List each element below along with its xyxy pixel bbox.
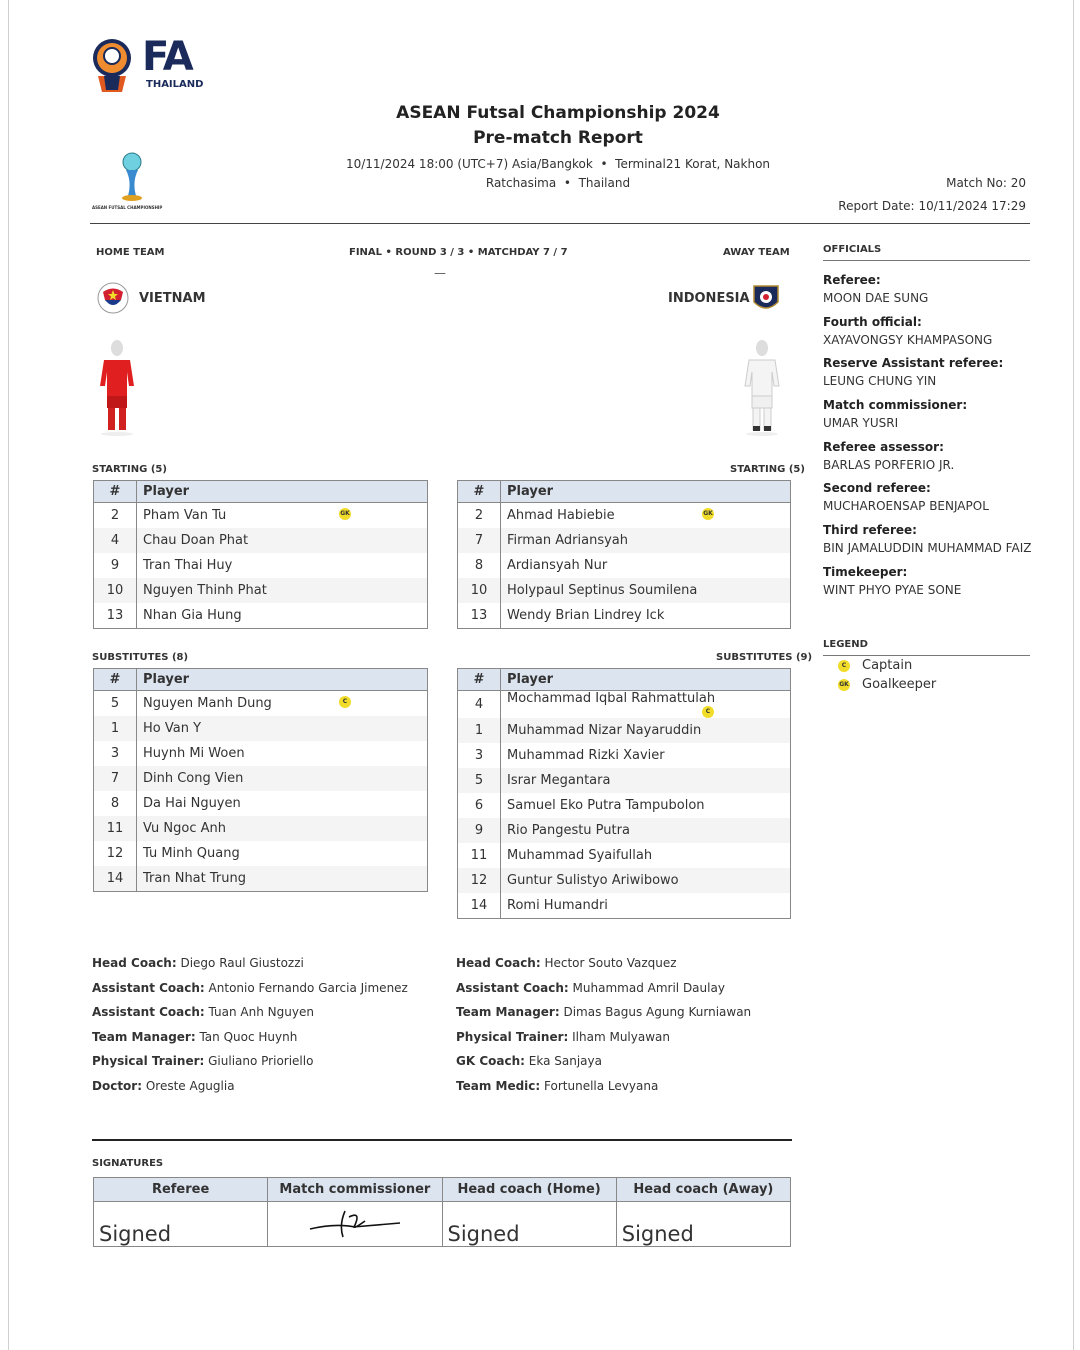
number-column-header: # xyxy=(94,669,137,691)
signature-column-header: Head coach (Away) xyxy=(616,1178,790,1202)
legend-heading: LEGEND xyxy=(823,639,868,650)
player-name: Mochammad Iqbal Rahmattulah xyxy=(507,691,716,706)
player-name: Ardiansyah Nur xyxy=(507,558,608,573)
match-number xyxy=(946,176,1026,190)
staff-row xyxy=(92,951,408,976)
staff-role: Physical Trainer: xyxy=(456,1029,569,1044)
official-role: Referee assessor: xyxy=(823,439,944,454)
player-name: Romi Humandri xyxy=(507,898,608,913)
player-name-cell xyxy=(137,578,428,603)
handwritten-signature-icon xyxy=(305,1205,405,1239)
official-name: XAYAVONGSY KHAMPASONG xyxy=(823,332,993,347)
staff-role: Assistant Coach: xyxy=(456,980,569,995)
player-number: 1 xyxy=(94,716,137,741)
player-number: 4 xyxy=(94,528,137,553)
official-role: Match commissioner: xyxy=(823,398,968,413)
header-divider xyxy=(90,223,1030,224)
match-datetime-venue xyxy=(330,155,786,193)
player-number: 9 xyxy=(458,818,501,843)
official-entry xyxy=(823,478,1033,520)
player-row xyxy=(458,553,791,578)
player-number: 5 xyxy=(94,691,137,717)
player-name-cell xyxy=(137,766,428,791)
player-name-cell xyxy=(137,866,428,892)
report-date-label: Report Date: xyxy=(838,199,915,213)
player-number: 7 xyxy=(458,528,501,553)
player-number: 12 xyxy=(94,841,137,866)
player-name: Dinh Cong Vien xyxy=(143,771,244,786)
player-number: 1 xyxy=(458,718,501,743)
signature-text: Signed xyxy=(447,1222,520,1246)
player-name: Muhammad Nizar Nayaruddin xyxy=(507,723,702,738)
official-role: Third referee: xyxy=(823,523,917,538)
player-number: 10 xyxy=(458,578,501,603)
player-number: 6 xyxy=(458,793,501,818)
legend-label: Captain xyxy=(862,658,913,673)
player-row xyxy=(458,603,791,629)
captain-badge-icon: C xyxy=(838,660,850,672)
staff-role: Assistant Coach: xyxy=(92,980,205,995)
staff-name: Tan Quoc Huynh xyxy=(195,1029,298,1044)
player-number: 4 xyxy=(458,691,501,719)
home-staff-list xyxy=(92,951,408,1099)
signatures-heading: SIGNATURES xyxy=(92,1158,164,1169)
player-column-header: Player xyxy=(501,481,791,503)
official-role: Fourth official: xyxy=(823,314,922,329)
captain-badge-icon: C xyxy=(339,696,351,708)
player-name-cell xyxy=(501,743,791,768)
officials-list xyxy=(823,270,1033,604)
player-number: 14 xyxy=(458,893,501,919)
player-name: Nguyen Manh Dung xyxy=(143,696,272,711)
player-name-cell xyxy=(501,868,791,893)
venue-line2: Ratchasima xyxy=(485,176,557,190)
away-team-name: INDONESIA xyxy=(668,291,750,306)
staff-role: GK Coach: xyxy=(456,1054,525,1069)
staff-name: Antonio Fernando Garcia Jimenez xyxy=(204,980,408,995)
player-name: Chau Doan Phat xyxy=(143,533,249,548)
vietnam-crest-icon xyxy=(97,282,129,314)
lineup-header-row xyxy=(458,669,791,691)
official-name: BIN JAMALUDDIN MUHAMMAD FAIZ xyxy=(823,541,1032,556)
player-row xyxy=(94,766,428,791)
player-number: 14 xyxy=(94,866,137,892)
player-column-header: Player xyxy=(137,481,428,503)
staff-name: Eka Sanjaya xyxy=(524,1054,602,1069)
player-name: Muhammad Rizki Xavier xyxy=(507,748,665,763)
player-name-cell xyxy=(137,528,428,553)
staff-role: Team Manager: xyxy=(456,1005,560,1020)
match-no-value: 20 xyxy=(1010,176,1026,190)
player-number: 3 xyxy=(458,743,501,768)
home-team-label: HOME TEAM xyxy=(96,247,165,258)
staff-row xyxy=(456,1074,751,1099)
venue-line1: Terminal21 Korat, Nakhon xyxy=(615,157,771,171)
signature-row xyxy=(94,1202,791,1247)
away-starting-table xyxy=(457,480,791,629)
player-name: Israr Megantara xyxy=(507,773,611,788)
player-name-cell xyxy=(501,603,791,629)
away-subs-label: SUBSTITUTES (9) xyxy=(716,652,813,663)
player-row xyxy=(94,578,428,603)
venue-country: Thailand xyxy=(578,176,631,190)
staff-role: Physical Trainer: xyxy=(92,1054,205,1069)
official-role: Second referee: xyxy=(823,481,931,496)
signature-cell xyxy=(616,1202,790,1247)
asean-logo-caption: ASEAN FUTSAL CHAMPIONSHIP xyxy=(92,205,163,210)
player-row xyxy=(458,503,791,529)
player-column-header: Player xyxy=(501,669,791,691)
player-name: Firman Adriansyah xyxy=(507,533,629,548)
player-name-cell xyxy=(137,816,428,841)
player-name-cell xyxy=(137,741,428,766)
player-name-cell xyxy=(501,793,791,818)
player-row xyxy=(458,818,791,843)
staff-role: Assistant Coach: xyxy=(92,1005,205,1020)
player-row xyxy=(458,528,791,553)
official-role: Timekeeper: xyxy=(823,564,908,579)
staff-role: Team Medic: xyxy=(456,1078,541,1093)
player-column-header: Player xyxy=(137,669,428,691)
officials-heading: OFFICIALS xyxy=(823,244,882,255)
staff-row xyxy=(92,1049,408,1074)
staff-row xyxy=(92,976,408,1001)
official-role: Referee: xyxy=(823,273,881,287)
staff-row xyxy=(456,1049,751,1074)
staff-row xyxy=(92,1074,408,1099)
match-no-label: Match No: xyxy=(946,176,1007,190)
official-entry xyxy=(823,437,1033,479)
player-row xyxy=(458,793,791,818)
player-name: Nhan Gia Hung xyxy=(143,608,242,623)
staff-name: Diego Raul Giustozzi xyxy=(176,956,304,970)
player-row xyxy=(458,578,791,603)
away-kit-icon xyxy=(741,338,783,438)
player-row xyxy=(458,743,791,768)
player-name: Huynh Mi Woen xyxy=(143,746,245,761)
player-name-cell xyxy=(501,528,791,553)
report-title: ASEAN Futsal Championship 2024 xyxy=(396,103,720,123)
player-name-cell xyxy=(501,503,791,529)
player-name: Da Hai Nguyen xyxy=(143,796,241,811)
player-number: 13 xyxy=(94,603,137,629)
player-name-cell xyxy=(137,691,428,717)
away-staff-list xyxy=(456,951,751,1099)
player-row xyxy=(458,893,791,919)
staff-role: Doctor: xyxy=(92,1078,143,1093)
player-name: Nguyen Thinh Phat xyxy=(143,583,267,598)
signature-column-header: Referee xyxy=(94,1178,268,1202)
player-number: 11 xyxy=(458,843,501,868)
lineup-header-row xyxy=(94,669,428,691)
fa-logo-country: THAILAND xyxy=(146,79,204,90)
staff-name: Dimas Bagus Agung Kurniawan xyxy=(559,1005,752,1020)
vietnam-flag xyxy=(97,282,129,318)
fa-thailand-logo xyxy=(92,36,202,96)
player-name: Rio Pangestu Putra xyxy=(507,823,630,838)
player-number: 8 xyxy=(458,553,501,578)
signature-column-header: Match commissioner xyxy=(268,1178,442,1202)
indonesia-crest-icon xyxy=(750,282,782,314)
away-subs-table xyxy=(457,668,791,919)
goalkeeper-badge-icon: GK xyxy=(838,679,850,691)
player-name: Tran Thai Huy xyxy=(143,558,233,573)
away-team-label: AWAY TEAM xyxy=(723,247,790,258)
player-number: 13 xyxy=(458,603,501,629)
player-row xyxy=(94,553,428,578)
player-name-cell xyxy=(137,716,428,741)
player-name: Holypaul Septinus Soumilena xyxy=(507,583,698,598)
official-role: Reserve Assistant referee: xyxy=(823,356,1004,371)
signature-cell xyxy=(94,1202,268,1247)
player-number: 12 xyxy=(458,868,501,893)
home-kit-icon xyxy=(96,338,138,438)
signatures-table xyxy=(93,1177,791,1247)
bullet-separator: • xyxy=(563,176,571,190)
match-datetime: 10/11/2024 18:00 (UTC+7) Asia/Bangkok xyxy=(345,157,593,171)
player-row xyxy=(94,866,428,892)
lineup-header-row xyxy=(94,481,428,503)
player-row xyxy=(458,691,791,719)
player-row xyxy=(458,868,791,893)
player-name-cell xyxy=(501,768,791,793)
home-starting-label: STARTING (5) xyxy=(92,464,167,475)
staff-name: Ilham Mulyawan xyxy=(568,1029,670,1044)
player-row xyxy=(94,603,428,629)
player-row xyxy=(94,841,428,866)
home-starting-table xyxy=(93,480,428,629)
home-team-name: VIETNAM xyxy=(139,291,206,306)
player-name-cell xyxy=(137,603,428,629)
player-name: Vu Ngoc Anh xyxy=(143,821,226,836)
player-name-cell xyxy=(501,691,791,719)
staff-role: Head Coach: xyxy=(456,956,541,970)
player-row xyxy=(94,816,428,841)
player-row xyxy=(94,503,428,529)
report-subtitle: Pre-match Report xyxy=(473,128,643,148)
player-name: Ahmad Habiebie xyxy=(507,508,615,523)
staff-role: Head Coach: xyxy=(92,956,177,970)
away-starting-label: STARTING (5) xyxy=(730,464,805,475)
staff-name: Muhammad Amril Daulay xyxy=(568,980,725,995)
official-entry xyxy=(823,353,1033,395)
legend-item xyxy=(823,658,936,677)
report-date-value: 10/11/2024 17:29 xyxy=(918,199,1026,213)
officials-divider xyxy=(823,260,1030,261)
player-row xyxy=(94,691,428,717)
player-number: 3 xyxy=(94,741,137,766)
staff-name: Fortunella Levyana xyxy=(540,1078,659,1093)
player-name-cell xyxy=(137,553,428,578)
player-name-cell xyxy=(501,893,791,919)
trophy-icon xyxy=(92,152,172,202)
official-name: LEUNG CHUNG YIN xyxy=(823,374,937,389)
player-row xyxy=(458,718,791,743)
player-name: Tran Nhat Trung xyxy=(143,871,246,886)
staff-name: Oreste Aguglia xyxy=(142,1078,235,1093)
signature-cell xyxy=(442,1202,616,1247)
player-number: 2 xyxy=(458,503,501,529)
official-entry xyxy=(823,395,1033,437)
player-name-cell xyxy=(501,843,791,868)
home-subs-label: SUBSTITUTES (8) xyxy=(92,652,189,663)
player-name: Wendy Brian Lindrey Ick xyxy=(507,608,665,623)
official-name: BARLAS PORFERIO JR. xyxy=(823,457,955,472)
number-column-header: # xyxy=(458,481,501,503)
staff-row xyxy=(92,1000,408,1025)
player-row xyxy=(458,768,791,793)
player-row xyxy=(94,791,428,816)
staff-role: Team Manager: xyxy=(92,1029,196,1044)
legend-item xyxy=(823,677,936,696)
player-name-cell xyxy=(501,718,791,743)
player-name: Muhammad Syaifullah xyxy=(507,848,653,863)
fa-logo-letters: FA xyxy=(142,34,192,80)
player-row xyxy=(94,528,428,553)
player-row xyxy=(94,716,428,741)
official-name: UMAR YUSRI xyxy=(823,416,899,431)
player-number: 10 xyxy=(94,578,137,603)
score-placeholder: — xyxy=(434,266,446,280)
player-name-cell xyxy=(501,818,791,843)
player-name-cell xyxy=(501,553,791,578)
staff-row xyxy=(456,976,751,1001)
player-number: 7 xyxy=(94,766,137,791)
player-name: Ho Van Y xyxy=(143,721,202,736)
away-kit xyxy=(741,338,783,442)
player-name: Pham Van Tu xyxy=(143,508,227,523)
official-name: MUCHAROENSAP BENJAPOL xyxy=(823,499,989,514)
report-date xyxy=(838,199,1026,213)
staff-row xyxy=(456,951,751,976)
goalkeeper-badge-icon: GK xyxy=(702,508,714,520)
staff-name: Giuliano Prioriello xyxy=(204,1054,314,1069)
lineup-header-row xyxy=(458,481,791,503)
player-number: 11 xyxy=(94,816,137,841)
legend-divider xyxy=(823,655,1030,656)
signature-text: Signed xyxy=(99,1222,172,1246)
player-number: 2 xyxy=(94,503,137,529)
signature-cell xyxy=(268,1202,442,1247)
official-entry xyxy=(823,270,1033,312)
captain-badge-icon: C xyxy=(702,706,714,718)
staff-name: Tuan Anh Nguyen xyxy=(204,1005,314,1020)
bullet-separator: • xyxy=(600,157,608,171)
official-name: MOON DAE SUNG xyxy=(823,291,929,305)
player-row xyxy=(94,741,428,766)
official-entry xyxy=(823,312,1033,354)
staff-name: Hector Souto Vazquez xyxy=(540,956,677,970)
player-row xyxy=(458,843,791,868)
number-column-header: # xyxy=(94,481,137,503)
player-name: Tu Minh Quang xyxy=(143,846,240,861)
signature-column-header: Head coach (Home) xyxy=(442,1178,616,1202)
player-number: 8 xyxy=(94,791,137,816)
home-subs-table xyxy=(93,668,428,892)
player-number: 9 xyxy=(94,553,137,578)
official-name: WINT PHYO PYAE SONE xyxy=(823,582,962,597)
staff-row xyxy=(456,1025,751,1050)
player-name: Guntur Sulistyo Ariwibowo xyxy=(507,873,679,888)
player-name-cell xyxy=(501,578,791,603)
player-name: Samuel Eko Putra Tampubolon xyxy=(507,798,705,813)
signature-text: Signed xyxy=(621,1222,694,1246)
legend-list xyxy=(823,658,936,696)
number-column-header: # xyxy=(458,669,501,691)
official-entry xyxy=(823,562,1033,604)
player-number: 5 xyxy=(458,768,501,793)
signature-divider xyxy=(92,1139,792,1141)
official-entry xyxy=(823,520,1033,562)
legend-label: Goalkeeper xyxy=(862,677,937,692)
asean-futsal-logo xyxy=(92,152,172,212)
player-name-cell xyxy=(137,791,428,816)
indonesia-flag xyxy=(750,282,782,318)
staff-row xyxy=(456,1000,751,1025)
goalkeeper-badge-icon: GK xyxy=(339,508,351,520)
home-kit xyxy=(96,338,138,442)
player-name-cell xyxy=(137,503,428,529)
signature-header-row xyxy=(94,1178,791,1202)
staff-row xyxy=(92,1025,408,1050)
player-name-cell xyxy=(137,841,428,866)
match-stage: FINAL • ROUND 3 / 3 • MATCHDAY 7 / 7 xyxy=(349,247,568,258)
